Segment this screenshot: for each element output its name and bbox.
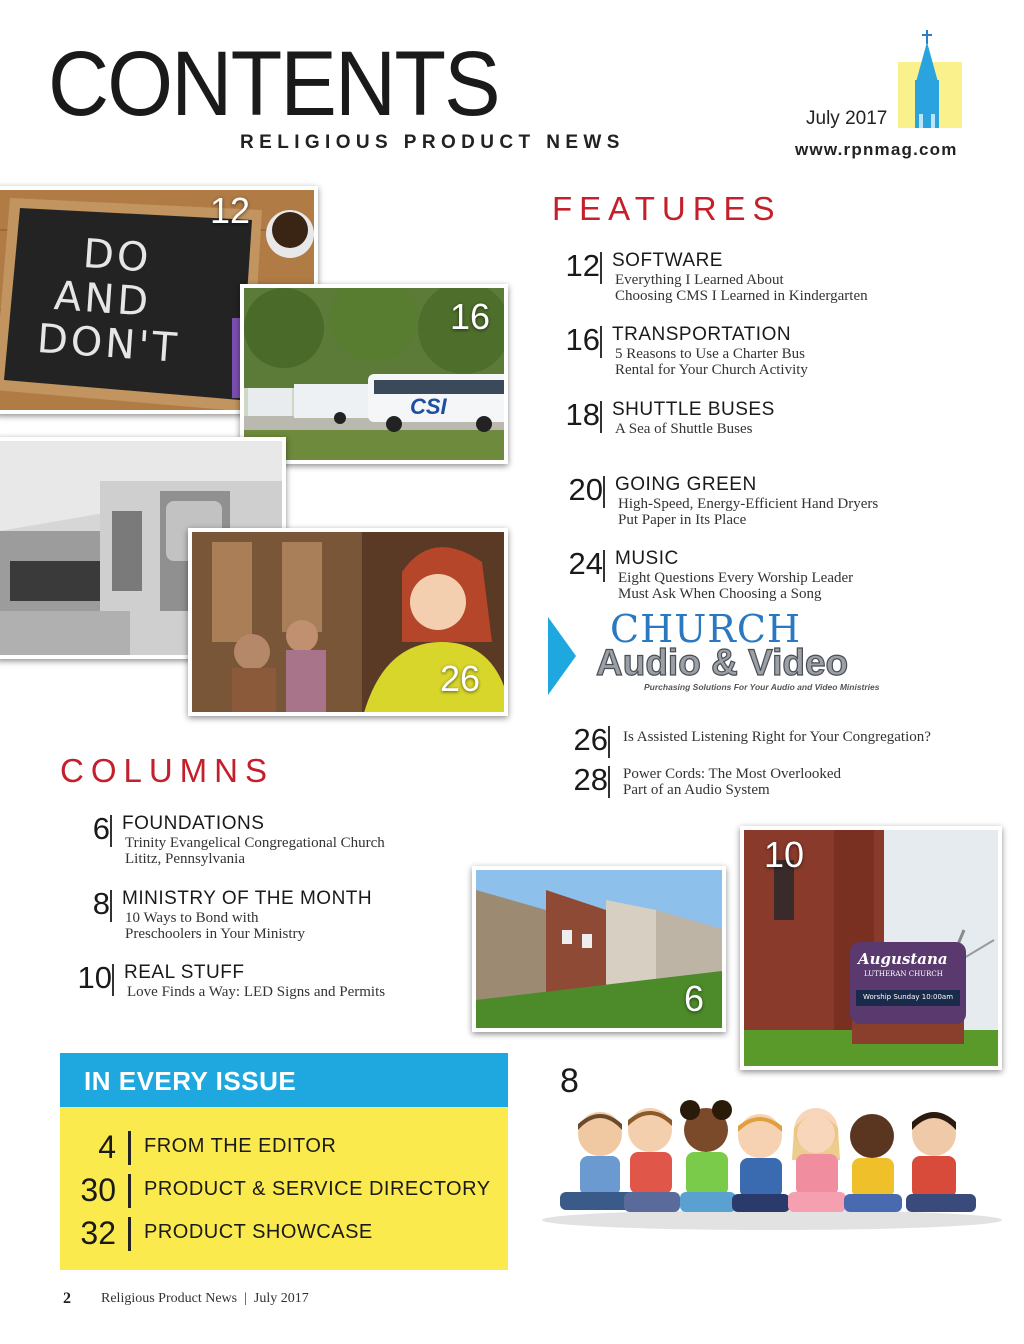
feature-desc: 5 Reasons to Use a Charter Bus xyxy=(615,346,805,362)
column-desc: Trinity Evangelical Congregational Church xyxy=(125,835,385,851)
divider-bar xyxy=(110,815,112,847)
column-desc: 10 Ways to Bond with xyxy=(125,910,259,926)
issue-item-editor[interactable] xyxy=(60,1129,508,1169)
feature-going-green[interactable] xyxy=(568,472,879,528)
page-number: 6 xyxy=(92,811,110,846)
page-number: 4 xyxy=(98,1129,116,1165)
building-page-number: 6 xyxy=(684,978,705,1019)
sign-page-number: 10 xyxy=(764,834,805,875)
sign-church-sub: LUTHERAN CHURCH xyxy=(864,970,943,978)
feature-title: TRANSPORTATION xyxy=(612,324,792,345)
page-title: CONTENTS xyxy=(48,33,499,135)
features-heading: FEATURES xyxy=(552,190,782,227)
divider-bar xyxy=(112,964,114,996)
feature-title: GOING GREEN xyxy=(615,474,757,495)
listening-page-number: 26 xyxy=(440,658,481,699)
feature-music[interactable] xyxy=(568,546,854,602)
divider-bar xyxy=(600,252,602,284)
divider-bar xyxy=(603,476,605,508)
feature-title: SOFTWARE xyxy=(612,250,723,271)
feature-title: SHUTTLE BUSES xyxy=(612,399,775,420)
church-audio-video-logo xyxy=(596,607,880,692)
bus-brand-logo: CSI xyxy=(410,394,447,419)
divider-bar xyxy=(128,1174,131,1208)
article-desc: Power Cords: The Most Overlooked xyxy=(623,766,842,782)
every-issue-box xyxy=(60,1053,508,1270)
issue-item-title: FROM THE EDITOR xyxy=(144,1135,337,1157)
issue-item-title: PRODUCT SHOWCASE xyxy=(144,1221,373,1243)
every-issue-header xyxy=(60,1053,508,1107)
issue-item-showcase[interactable] xyxy=(60,1215,508,1255)
divider-bar xyxy=(128,1217,131,1251)
column-foundations[interactable] xyxy=(92,811,385,867)
issue-item-directory[interactable] xyxy=(60,1172,508,1212)
column-ministry-of-the-month[interactable] xyxy=(92,886,373,942)
divider-bar xyxy=(128,1131,131,1165)
feature-desc: Everything I Learned About xyxy=(615,272,784,288)
feature-desc: Must Ask When Choosing a Song xyxy=(618,586,822,602)
chalkboard-writing: DO AND DON'T xyxy=(35,230,182,372)
column-desc: Lititz, Pennsylvania xyxy=(125,851,245,867)
page-number: 8 xyxy=(92,886,110,921)
divider-bar xyxy=(608,766,610,798)
logo-audio-video-text: Audio & Video xyxy=(596,642,849,683)
footer-page-number: 2 xyxy=(63,1290,71,1307)
page-number: 12 xyxy=(565,248,600,283)
chalkboard-page-number: 12 xyxy=(210,190,251,231)
feature-desc: Rental for Your Church Activity xyxy=(615,362,808,378)
page-number: 18 xyxy=(565,397,600,432)
children-group-photo xyxy=(540,1100,1004,1230)
page-number: 30 xyxy=(80,1172,116,1208)
bus-page-number: 16 xyxy=(450,296,491,337)
sign-church-name: Augustana xyxy=(858,950,948,968)
logo-tagline: Purchasing Solutions For Your Audio and Video Ministries xyxy=(644,682,880,692)
church-steeple-logo xyxy=(896,30,964,130)
footer-publication: Religious Product News | July 2017 xyxy=(101,1291,309,1306)
feature-software[interactable] xyxy=(565,248,868,304)
column-real-stuff[interactable] xyxy=(77,960,386,1000)
page-number: 16 xyxy=(565,322,600,357)
column-title: MINISTRY OF THE MONTH xyxy=(122,888,373,909)
columns-heading: COLUMNS xyxy=(60,752,275,789)
logo-church-text: CHURCH xyxy=(610,607,802,651)
column-title: FOUNDATIONS xyxy=(122,813,265,834)
divider-bar xyxy=(603,550,605,582)
feature-desc: Put Paper in Its Place xyxy=(618,512,747,528)
article-desc: Part of an Audio System xyxy=(623,782,770,798)
website-link[interactable]: www.rpnmag.com xyxy=(795,140,958,159)
kids-page-number: 8 xyxy=(560,1062,579,1100)
issue-item-title: PRODUCT & SERVICE DIRECTORY xyxy=(144,1178,491,1200)
page-number: 26 xyxy=(573,722,608,757)
sign-message: Worship Sunday 10:00am xyxy=(862,993,954,1001)
article-assisted-listening[interactable] xyxy=(573,722,931,757)
every-issue-heading: IN EVERY ISSUE xyxy=(84,1066,297,1096)
feature-desc: A Sea of Shuttle Buses xyxy=(615,421,753,437)
column-title: REAL STUFF xyxy=(124,962,245,983)
feature-transportation[interactable] xyxy=(565,322,808,378)
issue-date: July 2017 xyxy=(806,108,888,129)
divider-bar xyxy=(110,890,112,922)
column-desc: Preschoolers in Your Ministry xyxy=(125,926,306,942)
feature-title: MUSIC xyxy=(615,548,679,569)
play-arrow-icon xyxy=(548,617,576,695)
divider-bar xyxy=(600,326,602,358)
feature-shuttle-buses[interactable] xyxy=(565,397,775,437)
page-number: 10 xyxy=(77,960,112,995)
page-number: 32 xyxy=(80,1215,116,1251)
magazine-name: RELIGIOUS PRODUCT NEWS xyxy=(240,132,625,153)
page-number: 28 xyxy=(573,762,608,797)
feature-desc: High-Speed, Energy-Efficient Hand Dryers xyxy=(618,496,879,512)
article-power-cords[interactable] xyxy=(573,762,842,798)
article-desc: Is Assisted Listening Right for Your Congregation? xyxy=(623,729,931,745)
divider-bar xyxy=(608,726,610,758)
feature-desc: Eight Questions Every Worship Leader xyxy=(618,570,854,586)
divider-bar xyxy=(600,401,602,433)
feature-desc: Choosing CMS I Learned in Kindergarten xyxy=(615,288,868,304)
page-number: 20 xyxy=(568,472,603,507)
page-number: 24 xyxy=(568,546,603,581)
column-desc: Love Finds a Way: LED Signs and Permits xyxy=(127,984,386,1000)
